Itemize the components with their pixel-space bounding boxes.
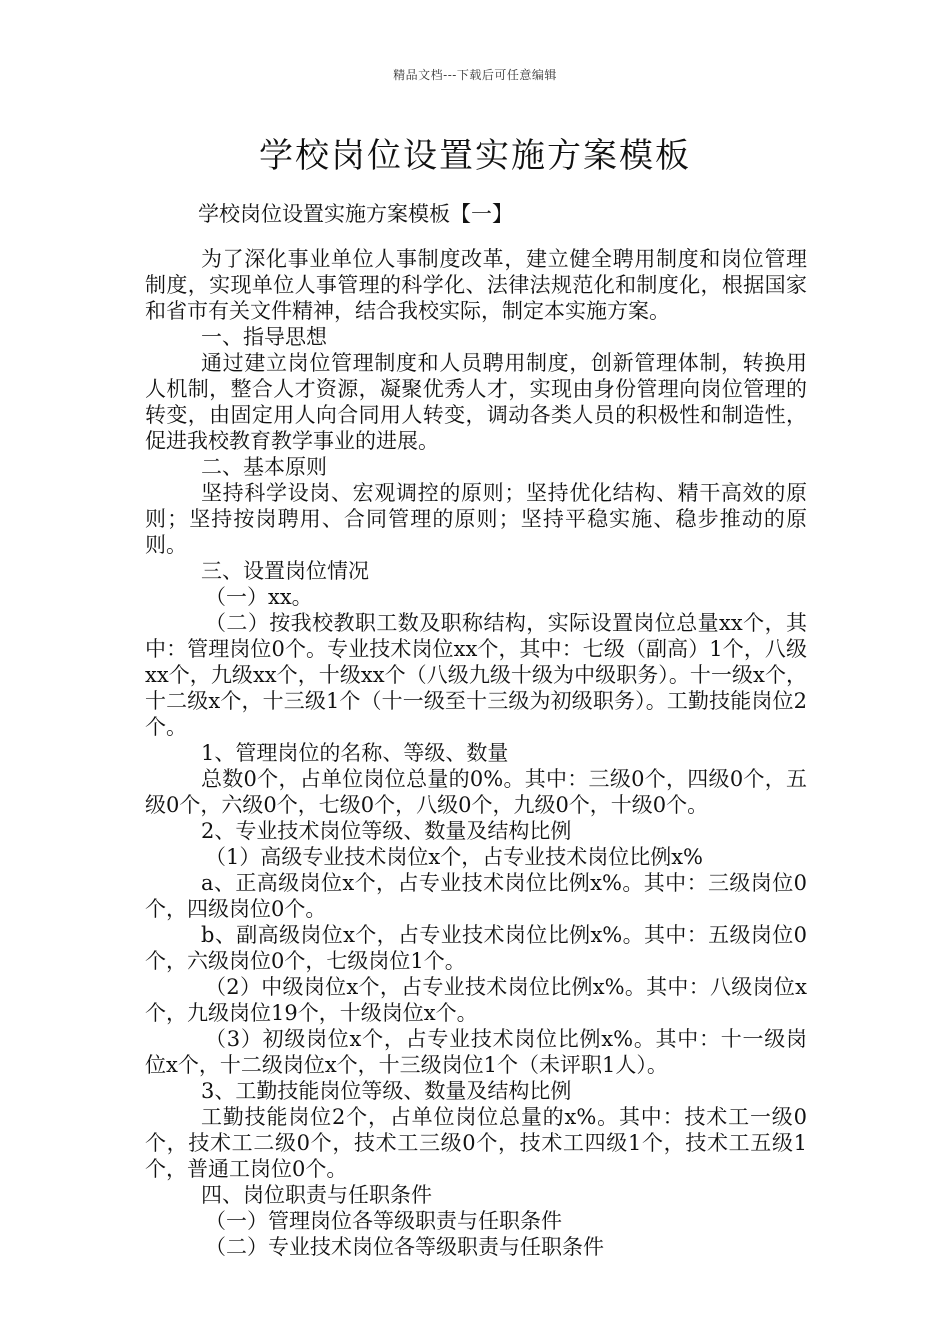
section-heading-post-setup: 三、设置岗位情况 [201,559,369,583]
document-body [145,246,807,1260]
body-paragraph: （3）初级岗位x个，占专业技术岗位比例x%。其中：十一级岗位x个，十二级岗位x个，十三级岗位1个（未评职1人）。 [145,1027,807,1077]
subsection-heading: 1、管理岗位的名称、等级、数量 [201,741,509,765]
body-paragraph: （二）按我校教职工数及职称结构，实际设置岗位总量xx个，其中：管理岗位0个。专业技术岗位xx个，其中：七级（副高）1个，八级xx个，九级xx个，十级xx个（八级九级十级为中级职务）。十一级x个，十二级x个，十三级1个（十一级至十三级为初级职务）。工勤技能岗位2个。 [145,611,807,739]
document-subtitle: 学校岗位设置实施方案模板【一】 [198,202,513,226]
list-item: （一）xx。 [205,585,313,609]
body-paragraph: 坚持科学设岗、宏观调控的原则；坚持优化结构、精干高效的原则；坚持按岗聘用、合同管理的原则；坚持平稳实施、稳步推动的原则。 [145,481,807,557]
list-item: （1）高级专业技术岗位x个，占专业技术岗位比例x% [205,845,703,869]
body-paragraph: 总数0个，占单位岗位总量的0%。其中：三级0个，四级0个，五级0个，六级0个，七级0个，八级0个，九级0个，十级0个。 [145,767,807,817]
section-heading-guiding-ideology: 一、指导思想 [201,325,327,349]
list-item: （一）管理岗位各等级职责与任职条件 [205,1209,562,1233]
body-paragraph: 工勤技能岗位2个，占单位岗位总量的x%。其中：技术工一级0个，技术工二级0个，技术工三级0个，技术工四级1个，技术工五级1个，普通工岗位0个。 [145,1105,807,1181]
page-header-note: 精品文档---下载后可任意编辑 [393,68,557,82]
section-heading-basic-principles: 二、基本原则 [201,455,327,479]
body-paragraph: a、正高级岗位x个，占专业技术岗位比例x%。其中：三级岗位0个，四级岗位0个。 [145,871,807,921]
intro-paragraph: 为了深化事业单位人事制度改革，建立健全聘用制度和岗位管理制度，实现单位人事管理的科学化、法律法规范化和制度化，根据国家和省市有关文件精神，结合我校实际，制定本实施方案。 [145,247,807,323]
subsection-heading: 3、工勤技能岗位等级、数量及结构比例 [201,1079,572,1103]
body-paragraph: b、副高级岗位x个，占专业技术岗位比例x%。其中：五级岗位0个，六级岗位0个，七级岗位1个。 [145,923,807,973]
list-item: （二）专业技术岗位各等级职责与任职条件 [205,1235,604,1259]
body-paragraph: 通过建立岗位管理制度和人员聘用制度，创新管理体制，转换用人机制，整合人才资源，凝聚优秀人才，实现由身份管理向岗位管理的转变，由固定用人向合同用人转变，调动各类人员的积极性和制造性，促进我校教育教学事业的进展。 [145,351,807,453]
subsection-heading: 2、专业技术岗位等级、数量及结构比例 [201,819,572,843]
document-title: 学校岗位设置实施方案模板 [259,136,691,176]
section-heading-duties: 四、岗位职责与任职条件 [201,1183,432,1207]
body-paragraph: （2）中级岗位x个，占专业技术岗位比例x%。其中：八级岗位x个，九级岗位19个，十级岗位x个。 [145,975,807,1025]
